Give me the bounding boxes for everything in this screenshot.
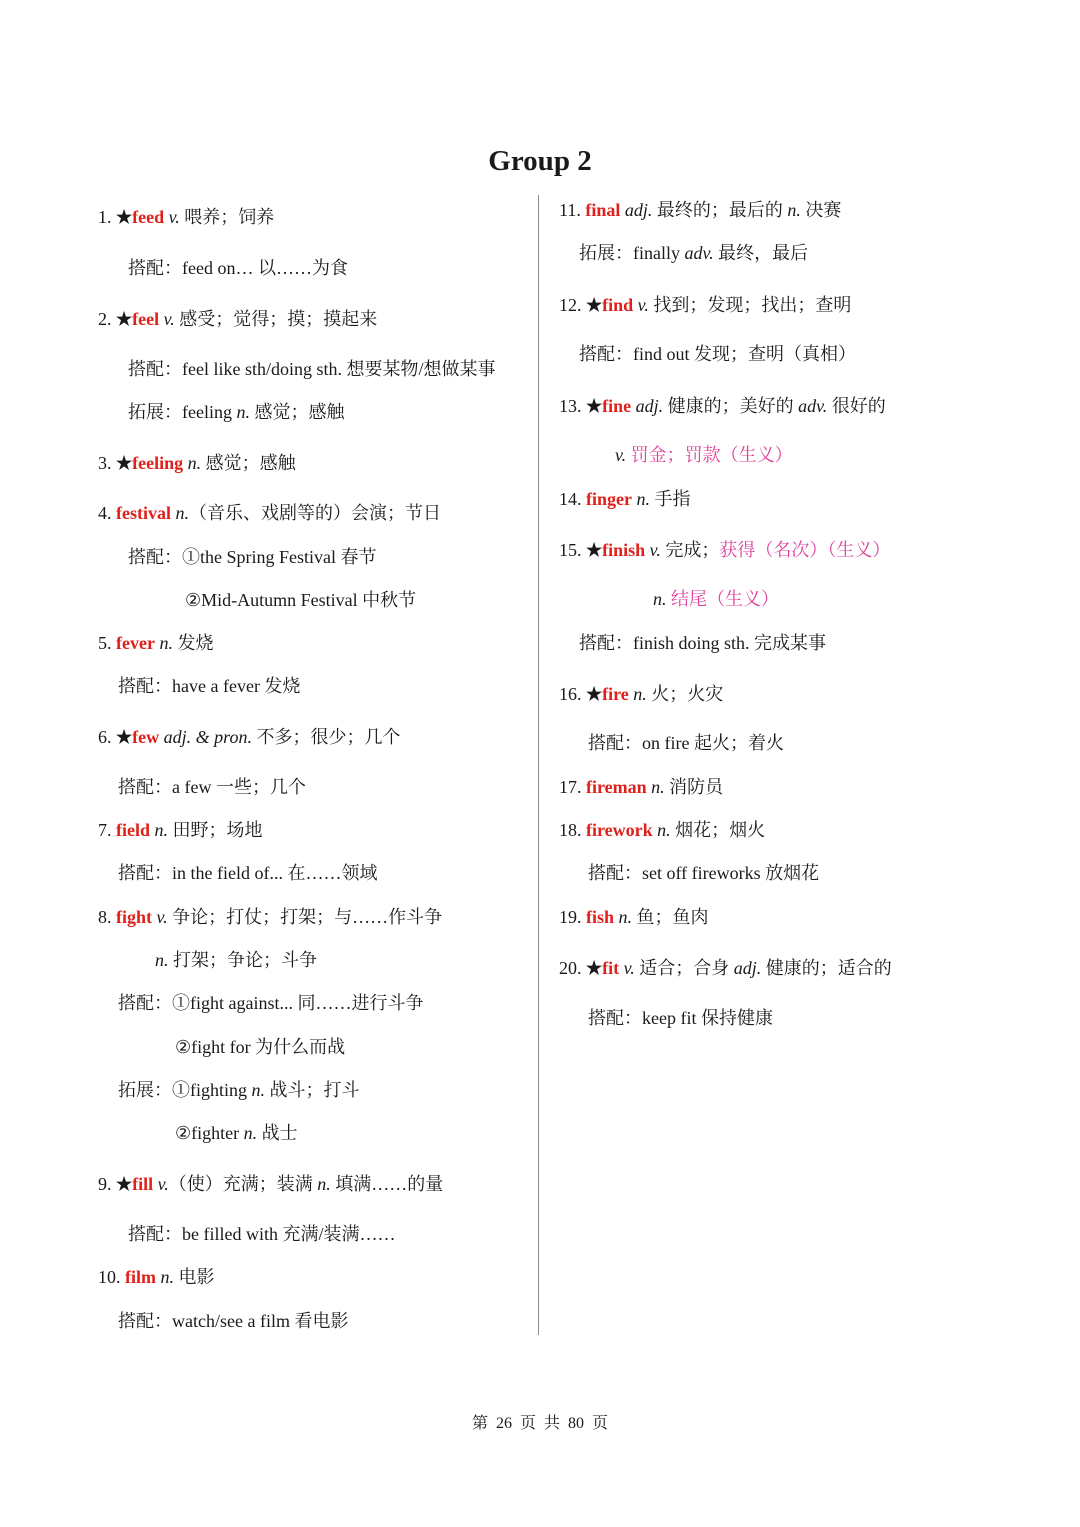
part-of-speech: v.: [623, 958, 635, 978]
part-of-speech: n.: [160, 1267, 174, 1287]
entry-headword-line: [559, 487, 690, 511]
entry-number: 3.: [98, 453, 116, 473]
column-divider: [538, 195, 539, 1335]
headword: fish: [586, 907, 615, 927]
entry-number: 12.: [559, 295, 586, 315]
line-label: 拓展：: [579, 243, 633, 263]
headword: firework: [586, 820, 653, 840]
extension-line: [128, 400, 344, 424]
part-of-speech: n.: [317, 1174, 331, 1194]
entry-number: 17.: [559, 777, 586, 797]
entry-headword-line: [559, 682, 723, 706]
line-text: be filled with 充满/装满……: [182, 1224, 396, 1244]
entry-headword-line: [559, 538, 890, 562]
headword: fireman: [586, 777, 647, 797]
part-of-speech: n.: [618, 907, 633, 927]
collocation-line: [588, 861, 819, 885]
line-label: 搭配：: [128, 1224, 182, 1244]
headword: fit: [602, 958, 620, 978]
definition: 战士: [257, 1123, 298, 1143]
part-of-speech: adv.: [684, 243, 714, 263]
star-icon: ★: [116, 727, 133, 747]
star-icon: ★: [116, 309, 133, 329]
star-icon: ★: [116, 1174, 133, 1194]
definition: feeling: [182, 402, 237, 422]
continuation-line: [175, 1121, 298, 1145]
part-of-speech: n.: [653, 589, 667, 609]
headword: feed: [132, 207, 165, 227]
continuation-line: [653, 587, 779, 611]
entry-number: 1.: [98, 207, 116, 227]
definition: 不多；很少；几个: [251, 727, 401, 747]
collocation-line: [118, 674, 300, 698]
entry-number: 8.: [98, 907, 116, 927]
definition: 感受；觉得；摸；摸起来: [174, 309, 378, 329]
definition: 填满……的量: [330, 1174, 444, 1194]
headword: few: [132, 727, 160, 747]
collocation-line: [588, 731, 784, 755]
entry-number: 18.: [559, 820, 586, 840]
collocation-line: [118, 991, 423, 1015]
definition: 火；火灾: [646, 684, 724, 704]
line-text: find out 发现；查明（真相）: [633, 344, 856, 364]
line-text: keep fit 保持健康: [642, 1008, 773, 1028]
line-label: 搭配：: [118, 676, 172, 696]
part-of-speech: n.: [787, 200, 801, 220]
line-label: 搭配：: [128, 359, 182, 379]
part-of-speech: adv.: [798, 396, 828, 416]
part-of-speech: v.: [615, 445, 627, 465]
part-of-speech: v.: [168, 207, 180, 227]
entry-number: 13.: [559, 396, 586, 416]
definition: 健康的；美好的: [663, 396, 799, 416]
headword: feel: [132, 309, 160, 329]
star-icon: ★: [116, 453, 133, 473]
entry-number: 14.: [559, 489, 586, 509]
line-text: set off fireworks 放烟花: [642, 863, 820, 883]
line-text: have a fever 发烧: [172, 676, 301, 696]
definition: 手指: [649, 489, 691, 509]
definition: （使）充满；装满: [168, 1174, 318, 1194]
entry-number: 9.: [98, 1174, 116, 1194]
entry-number: 11.: [559, 200, 586, 220]
line-label: 搭配：: [118, 1311, 172, 1331]
entry-headword-line: [559, 818, 765, 842]
entry-headword-line: [559, 905, 709, 929]
collocation-line: [128, 256, 348, 280]
definition: 完成；: [660, 540, 720, 560]
headword: fill: [132, 1174, 154, 1194]
entry-number: 16.: [559, 684, 586, 704]
definition: finally: [633, 243, 685, 263]
extension-line: [118, 1078, 360, 1102]
star-icon: ★: [116, 207, 133, 227]
headword: festival: [116, 503, 171, 523]
definition: 适合；合身: [634, 958, 734, 978]
collocation-line: [118, 775, 306, 799]
entry-headword-line: [559, 956, 892, 980]
definition: 战斗；打斗: [265, 1080, 360, 1100]
definition: 决赛: [800, 200, 842, 220]
collocation-line: [128, 545, 377, 569]
headword: final: [585, 200, 621, 220]
definition: ①fighting: [172, 1080, 252, 1100]
headword: finger: [586, 489, 632, 509]
line-label: 搭配：: [588, 863, 642, 883]
definition: ②fighter: [175, 1123, 244, 1143]
line-text: feed on… 以……为食: [182, 258, 348, 278]
line-text: on fire 起火；着火: [642, 733, 784, 753]
line-label: 搭配：: [128, 547, 182, 567]
part-of-speech: n.: [236, 402, 250, 422]
definition: 争论；打仗；打架；与……作斗争: [167, 907, 443, 927]
headword: find: [602, 295, 634, 315]
entry-headword-line: [98, 501, 441, 525]
part-of-speech: v.: [649, 540, 661, 560]
entry-number: 2.: [98, 309, 116, 329]
line-label: 拓展：: [128, 402, 182, 422]
headword: fight: [116, 907, 152, 927]
headword: feeling: [132, 453, 184, 473]
definition: 感觉；感触: [201, 453, 296, 473]
line-label: 搭配：: [579, 633, 633, 653]
part-of-speech: n.: [243, 1123, 258, 1143]
definition: 很好的: [827, 396, 886, 416]
line-text: in the field of... 在……领域: [172, 863, 378, 883]
definition: 罚金；罚款（生义）: [630, 445, 793, 465]
definition: 消防员: [664, 777, 724, 797]
line-label: 搭配：: [128, 258, 182, 278]
part-of-speech: adj.: [733, 958, 762, 978]
star-icon: ★: [586, 396, 603, 416]
part-of-speech: adj. & pron.: [163, 727, 252, 747]
collocation-line: [118, 1309, 348, 1333]
entry-headword-line: [559, 775, 723, 799]
line-text: watch/see a film 看电影: [172, 1311, 349, 1331]
definition: 获得（名次）（生义）: [719, 540, 891, 560]
definition: 鱼；鱼肉: [632, 907, 709, 927]
part-of-speech: v.: [156, 907, 168, 927]
line-text: finish doing sth. 完成某事: [633, 633, 827, 653]
entry-headword-line: [98, 451, 296, 475]
headword: fever: [116, 633, 155, 653]
continuation-line: [615, 443, 793, 467]
part-of-speech: n.: [155, 950, 169, 970]
part-of-speech: v.: [637, 295, 649, 315]
entry-number: 15.: [559, 540, 586, 560]
part-of-speech: n.: [159, 633, 173, 653]
definition: 打架；争论；斗争: [168, 950, 317, 970]
headword: finish: [602, 540, 646, 560]
entry-headword-line: [559, 198, 841, 222]
entry-headword-line: [98, 725, 400, 749]
star-icon: ★: [586, 684, 603, 704]
entry-headword-line: [98, 631, 213, 655]
definition: 喂养；饲养: [179, 207, 275, 227]
star-icon: ★: [586, 540, 603, 560]
line-text: ②Mid-Autumn Festival 中秋节: [185, 590, 417, 610]
entry-headword-line: [98, 1172, 443, 1196]
entry-number: 7.: [98, 820, 116, 840]
part-of-speech: adj.: [635, 396, 664, 416]
entry-headword-line: [559, 293, 851, 317]
part-of-speech: n.: [636, 489, 650, 509]
line-label: 搭配：: [579, 344, 633, 364]
definition: 田野；场地: [168, 820, 263, 840]
entry-number: 5.: [98, 633, 116, 653]
part-of-speech: n.: [651, 777, 665, 797]
definition: 健康的；适合的: [761, 958, 892, 978]
part-of-speech: n.: [154, 820, 168, 840]
definition: 烟花；烟火: [670, 820, 766, 840]
part-of-speech: n.: [251, 1080, 265, 1100]
collocation-line: [588, 1006, 773, 1030]
entry-number: 10.: [98, 1267, 125, 1287]
line-label: 搭配：: [588, 1008, 642, 1028]
headword: field: [116, 820, 150, 840]
collocation-line: [128, 1222, 395, 1246]
line-label: 搭配：: [118, 863, 172, 883]
entry-number: 4.: [98, 503, 116, 523]
entry-headword-line: [98, 1265, 215, 1289]
definition: 感觉；感触: [249, 402, 345, 422]
extension-line: [579, 241, 808, 265]
entry-number: 19.: [559, 907, 586, 927]
part-of-speech: adj.: [624, 200, 653, 220]
entry-number: 20.: [559, 958, 586, 978]
line-label: 搭配：: [118, 777, 172, 797]
line-label: 拓展：: [118, 1080, 172, 1100]
part-of-speech: n.: [175, 503, 189, 523]
star-icon: ★: [586, 958, 603, 978]
line-text: ②fight for 为什么而战: [175, 1037, 346, 1057]
definition: 结尾（生义）: [671, 589, 779, 609]
star-icon: ★: [586, 295, 603, 315]
continuation-line: [185, 588, 416, 612]
headword: film: [125, 1267, 156, 1287]
headword: fine: [602, 396, 632, 416]
part-of-speech: v.: [163, 309, 175, 329]
line-label: 搭配：: [588, 733, 642, 753]
entry-headword-line: [98, 905, 442, 929]
definition: 找到；发现；找出；查明: [648, 295, 852, 315]
collocation-line: [579, 342, 856, 366]
collocation-line: [128, 357, 495, 381]
line-text: feel like sth/doing sth. 想要某物/想做某事: [182, 359, 496, 379]
line-text: a few 一些；几个: [172, 777, 306, 797]
continuation-line: [175, 1035, 345, 1059]
part-of-speech: v.: [157, 1174, 169, 1194]
entry-headword-line: [98, 307, 377, 331]
headword: fire: [602, 684, 629, 704]
definition: 最终的；最后的: [652, 200, 788, 220]
line-text: ①fight against... 同……进行斗争: [172, 993, 424, 1013]
line-label: 搭配：: [118, 993, 172, 1013]
entry-number: 6.: [98, 727, 116, 747]
entry-headword-line: [98, 818, 263, 842]
definition: 发烧: [172, 633, 214, 653]
entry-headword-line: [559, 394, 886, 418]
collocation-line: [579, 631, 826, 655]
line-text: ①the Spring Festival 春节: [182, 547, 377, 567]
collocation-line: [118, 861, 377, 885]
part-of-speech: n.: [187, 453, 202, 473]
definition: 电影: [174, 1267, 215, 1287]
page-title: Group 2: [488, 145, 592, 177]
entry-headword-line: [98, 205, 274, 229]
part-of-speech: n.: [633, 684, 647, 704]
continuation-line: [155, 948, 317, 972]
definition: （音乐、戏剧等的）会演；节日: [188, 503, 441, 523]
page-footer: 第 26 页 共 80 页: [471, 1415, 608, 1432]
part-of-speech: n.: [657, 820, 671, 840]
definition: 最终，最后: [713, 243, 809, 263]
